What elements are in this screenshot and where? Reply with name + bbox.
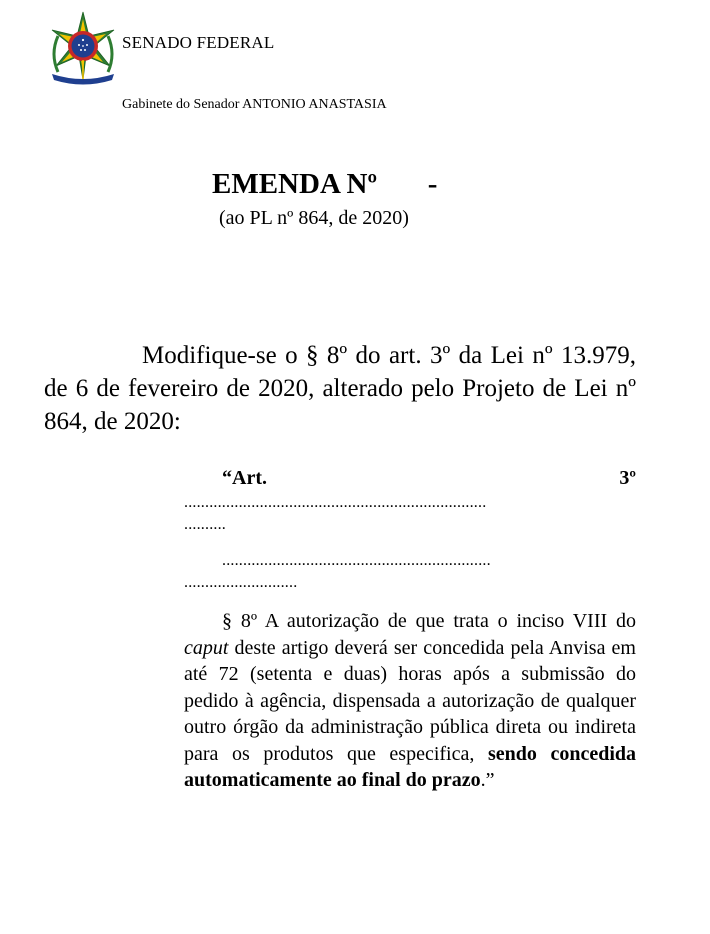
paragraph-text: deste artigo deverá ser concedida pela Anvisa em até 72 (setenta e duas) horas após a submissão do pedido à agência, dispensada a autorização de qualquer outro órgão da administração pública direta ou indireta para os produtos que especifica, [184, 636, 636, 765]
coat-of-arms-icon [44, 10, 122, 86]
seal-wreath-right [108, 36, 112, 72]
quoted-article [184, 465, 636, 794]
ellipsis-line: ........................... [184, 574, 298, 591]
paragraph-end: .” [480, 769, 495, 791]
amendment-subtitle: (ao PL nº 864, de 2020) [219, 207, 409, 229]
ellipsis-line: ........................................................................ [184, 494, 487, 511]
paragraph-text: § 8º A autorização de que trata o inciso VIII do [222, 610, 636, 632]
bold-clause: sendo concedida automaticamente ao final do prazo [184, 742, 637, 791]
article-number: 3º [619, 467, 636, 489]
ellipsis-line: .......... [184, 516, 226, 533]
amendment-title: EMENDA Nº - [212, 168, 438, 200]
paragraph-8 [184, 608, 636, 794]
seal-sword [82, 60, 84, 80]
caput-term: caput [184, 636, 229, 659]
senator-office: Gabinete do Senador ANTONIO ANASTASIA [122, 97, 387, 112]
intro-paragraph: Modifique-se o § 8º do art. 3º da Lei nº 13.979, de 6 de fevereiro de 2020, alterado pelo Projeto de Lei nº 864, de 2020: [44, 342, 636, 435]
institution-name: SENADO FEDERAL [122, 33, 275, 52]
ellipsis-line: ................................................................ [222, 552, 491, 569]
seal-wreath-left [54, 36, 58, 72]
article-heading [184, 465, 636, 492]
article-label: “Art. [222, 467, 267, 489]
